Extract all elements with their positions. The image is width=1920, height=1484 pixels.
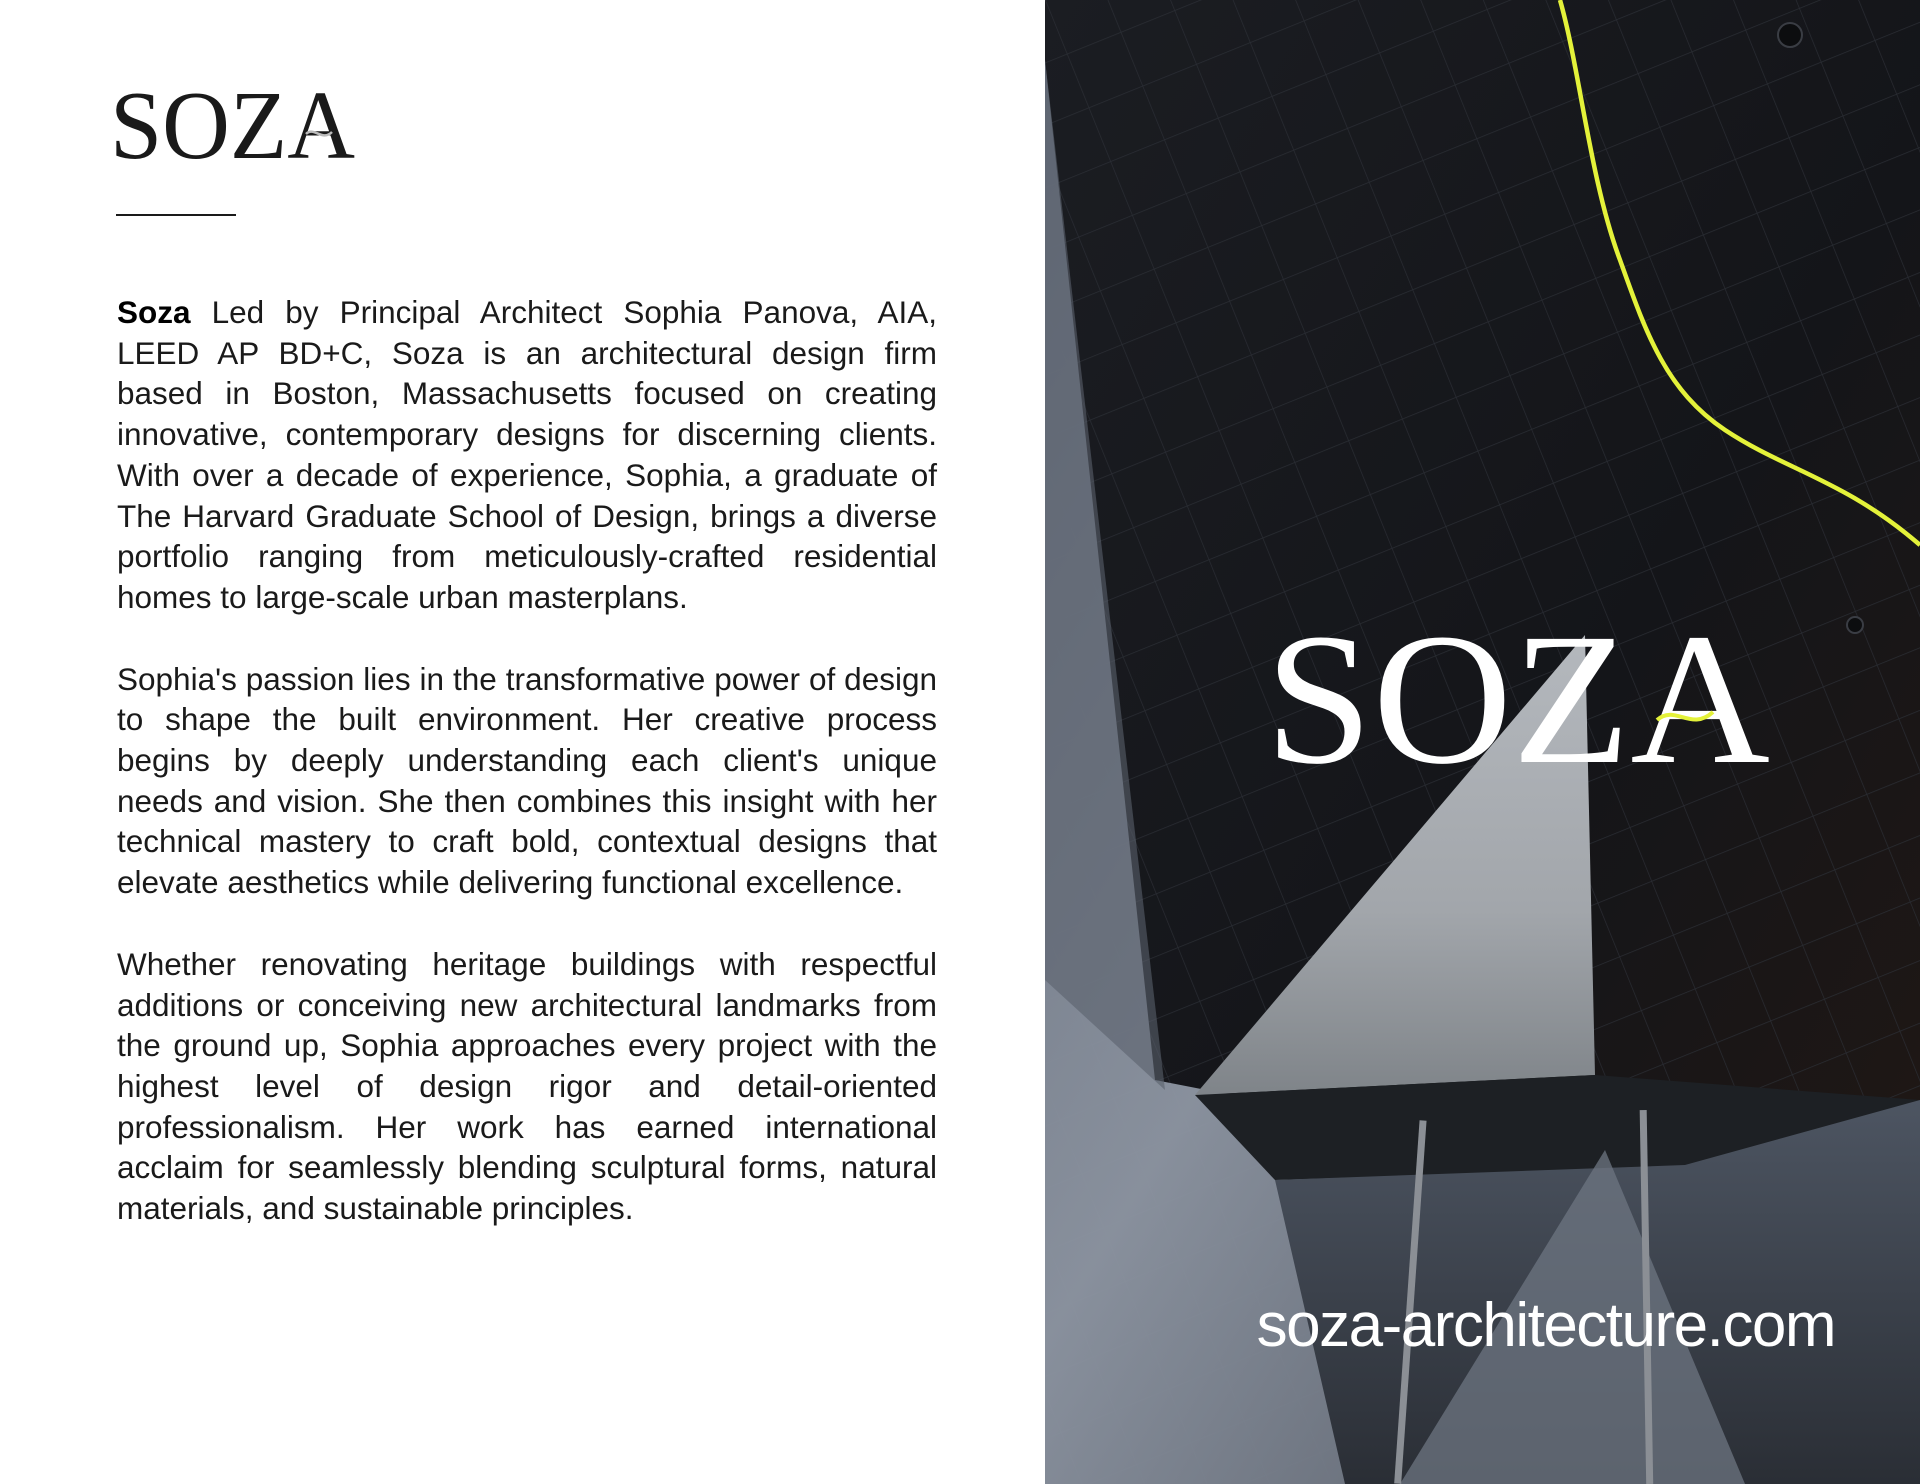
paragraph-1-text: Led by Principal Architect Sophia Panova, AIA, LEED AP BD+C, Soza is an architectural design firm based in Boston, Massachusetts focused on creating innovative, contemporary designs for discerning clients. With over a decade of experience, Sophia, a graduate of The Harvard Graduate School of Design, brings a diverse portfolio ranging from meticulously-crafted residential homes to large-scale urban masterplans. bbox=[117, 294, 937, 615]
divider-rule bbox=[116, 214, 236, 216]
logo-wordmark: SOZA bbox=[110, 78, 356, 168]
about-paragraph-2: Sophia's passion lies in the transformative power of design to shape the built environment. Her creative process begins by deeply understanding each client's unique needs and vision. She then combines this insight with her technical mastery to craft bold, contextual designs that elevate aesthetics while delivering functional excellence. bbox=[117, 660, 937, 901]
lead-name: Soza bbox=[117, 294, 191, 330]
cover-logo bbox=[1265, 600, 1835, 790]
soza-logo bbox=[110, 78, 360, 168]
about-paragraph-1 bbox=[117, 292, 937, 618]
about-text bbox=[117, 292, 937, 1270]
website-link[interactable]: soza-architecture.com bbox=[1256, 1291, 1835, 1360]
cover-wordmark: SOZA bbox=[1265, 600, 1770, 790]
about-paragraph-3: Whether renovating heritage buildings with respectful additions or conceiving new architectural landmarks from the ground up, Sophia approaches every project with the highest level of design rigor and detail-oriented professionalism. Her work has earned international acclaim for seamlessly blending sculptural forms, natural materials, and sustainable principles. bbox=[117, 945, 937, 1227]
cover-panel bbox=[1045, 0, 1920, 1484]
